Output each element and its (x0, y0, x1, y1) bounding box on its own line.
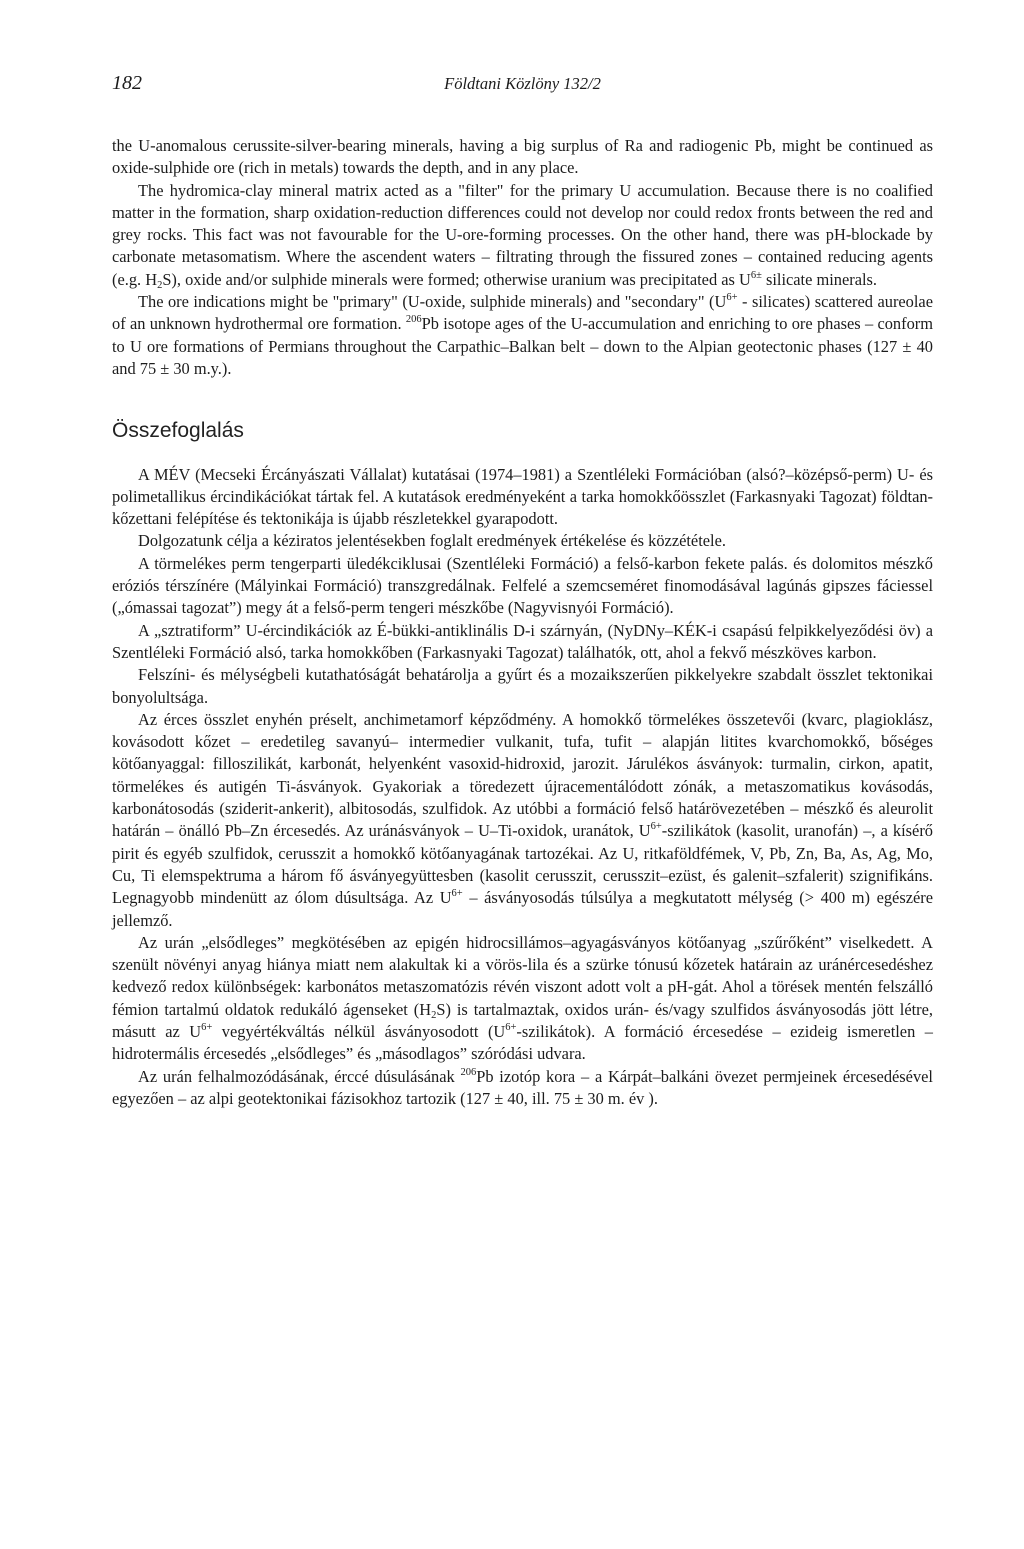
running-header (112, 72, 933, 108)
english-paragraph-1: the U-anomalous cerussite-silver-bearing minerals, having a big surplus of Ra and radiogenic Pb, might be continued as oxide-sulphide ore (rich in metals) towards the depth, and in any place. (112, 136, 933, 178)
summary-paragraph-3: A törmelékes perm tengerparti üledékciklusai (Szentléleki Formáció) a felső-karbon fekete palás. és dolomitos mészkő eróziós térszínére (Mályinkai Formáció) transzgredálnak. Felfelé a szemcseméret finomodásával lagúnás gipszes fáciessel („ómassai tagozat”) megy át a felső-perm tengeri mészkőbe (Nagyvisnyói Formáció). (112, 553, 933, 618)
article-body (112, 135, 933, 1110)
summary-paragraph-1: A MÉV (Mecseki Ércányászati Vállalat) kutatásai (1974–1981) a Szentléleki Formációban (alsó?–középső-perm) U- és polimetallikus ércindikációkat tártak fel. A kutatások eredményeként a tarka homokkőösszlet (Farkasnyaki Tagozat) földtan-kőzettani felépítése és tektonikája is újabb részletekkel gyarapodott. (112, 464, 933, 529)
journal-title: Földtani Közlöny 132/2 (444, 74, 601, 93)
summary-paragraph-6: Az érces összlet enyhén préselt, anchimetamorf képződmény. A homokkő törmelékes összetevői (kvarc, plagioklász, kovásodott kőzet – eredetileg savanyú– intermedier vulkanit, tufa, tufit – alapján litites kvarchomokkő, bőséges kötőanyaggal: filloszilikát, karbonát, helyenként vasoxid-hidroxid, jarozit. Járulékos ásványok: turmalin, cirkon, apatit, törmelékes és autigén Ti-ásványok. Gyakoriak a töredezett újracementálódott zónák, a metaszomatikus kovásodás, karbonátosodás (sziderit-ankerit), albitosodás, szulfidok. Az utóbbi a formáció felső határövezetében – mészkő és aleurolit határán – önálló Pb–Zn ércesedés. Az uránásványok – U–Ti-oxidok, uranátok, $U^{6+}$-szilikátok (kasolit, uranofán) –, a kísérő pirit és egyéb szulfidok, cerusszit a homokkő kötőanyagának tartozékai. Az U, ritkaföldfémek, V, Pb, Zn, Ba, As, Ag, Mo, Cu, Ti elemspektruma a három fő ásványegyüttesben (kasolit cerusszit, cerusszit–ezüst, és galenit–szfalerit) szignifikáns. Legnagyobb mindenütt az ólom dúsultsága. Az $U^{6+}$ – ásványosodás túlsúlya a megkutatott mélység (> 400 m) egészére jellemző. (112, 709, 933, 930)
summary-paragraph-7: Az urán „elsődleges” megkötésében az epigén hidrocsillámos–agyagásványos kötőanyag „szűrőként” viselkedett. A szenült növényi anyag hiánya miatt nem alakultak ki a vörös-lila és a szürke tónusú kőzetek határain az uránércesedéshez kedvező redox különbségek: karbonátos metaszomatózis révén viszont adott volt a pH-gát. Ahol a törések mentén felszálló fémion tartalmú oldatok redukáló ágenseket $(H_2S)$ is tartalmaztak, oxidos urán- és/vagy szulfidos ásványosodás jött létre, másutt az $U^{6+}$ vegyértékváltás nélkül ásványosodott $(U^{6+}-szilikátok)$. A formáció ércesedése – ezideig ismeretlen – hidrotermális ércesedés „elsődleges” és „másodlagos” szóródási udvara. (112, 932, 934, 1064)
english-paragraph-3: The ore indications might be "primary" (U-oxide, sulphide minerals) and "secondary" ($U^{6+}$ - silicates) scattered aureolae of an unknown hydrothermal ore formation. $^{206}$Pb isotope ages of the U-accumulation and enriching to ore phases – conform to U ore formations of Permians throughout the Carpathic–Balkan belt – down to the Alpian geotectonic phases (127 ± 40 and 75 ± 30 m.y.). (112, 292, 933, 378)
english-paragraph-2: The hydromica-clay mineral matrix acted as a "filter" for the primary U accumulation. Because there is no coalified matter in the formation, sharp oxidation-reduction differences could not develop nor could redox fronts between the red and grey rocks. This fact was not favourable for the U-ore-forming processes. On the other hand, there was pH-blockade by carbonate metasomatism. Where the ascendent waters – filtrating through the fissured zones – contained reducing agents (e.g. $H_2S$), oxide and/or sulphide minerals were formed; otherwise uranium was precipitated as $U^{6\pm}$ silicate minerals. (112, 180, 933, 291)
section-heading: Összefoglalás (112, 419, 244, 443)
summary-paragraph-8: Az urán felhalmozódásának, érccé dúsulásának $^{206}$Pb izotóp kora – a Kárpát–balkáni övezet permjeinek ércesedésével egyezően – az alpi geotektonikai fázisokhoz tartozik (127 ± 40, ill. 75 ± 30 m. év ). (112, 1066, 933, 1108)
page-number: 182 (112, 72, 142, 94)
summary-paragraph-4: A „sztratiform” U-ércindikációk az É-bükki-antiklinális D-i szárnyán, (NyDNy–KÉK-i csapású felpikkelyeződési öv) a Szentléleki Formáció alsó, tarka homokkőben (Farkasnyaki Tagozat) találhatók, ott, ahol a fekvő mészköves karbon. (112, 620, 933, 662)
summary-paragraph-5: Felszíni- és mélységbeli kutathatóságát behatárolja a gyűrt és a mozaikszerűen pikkelyekre szabdalt összlet tektonikai bonyolultsága. (112, 665, 933, 707)
summary-paragraph-2: Dolgozatunk célja a kéziratos jelentésekben foglalt eredmények értékelése és közzététele. (138, 531, 726, 551)
